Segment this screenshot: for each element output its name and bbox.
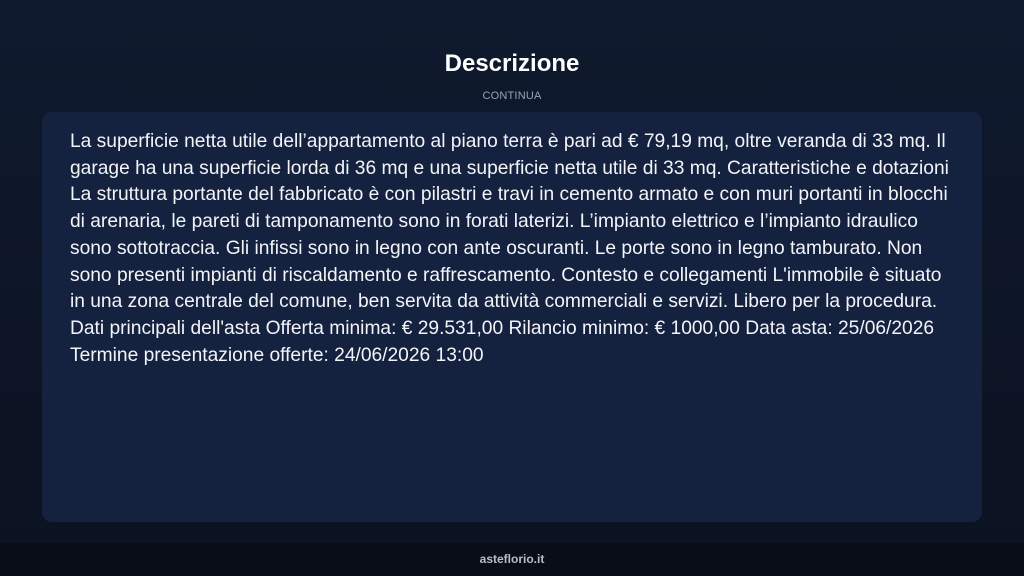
description-card: [42, 112, 982, 522]
footer-site-name: asteflorio.it: [0, 543, 1024, 576]
page-title: Descrizione: [444, 50, 580, 77]
description-text: La superficie netta utile dell’appartamento al piano terra è pari ad € 79,19 mq, oltre veranda di 33 mq. Il garage ha una superficie lorda di 36 mq e una superficie netta utile di 33 mq. Caratteristiche e dotazioni La struttura portante del fabbricato è con pilastri e travi in cemento armato e con muri portanti in blocchi di arenaria, le pareti di tamponamento sono in forati laterizi. L’impianto elettrico e l’impianto idraulico sono sottotraccia. Gli infissi sono in legno con ante oscuranti. Le porte sono in legno tamburato. Non sono presenti impianti di riscaldamento e raffrescamento. Contesto e collegamenti L'immobile è situato in una zona centrale del comune, ben servita da attività commerciali e servizi. Libero per la procedura. Dati principali dell'asta Offerta minima: € 29.531,00 Rilancio minimo: € 1000,00 Data asta: 25/06/2026 Termine presentazione offerte: 24/06/2026 13:00: [70, 131, 949, 366]
page-subtitle: CONTINUA: [482, 90, 542, 102]
